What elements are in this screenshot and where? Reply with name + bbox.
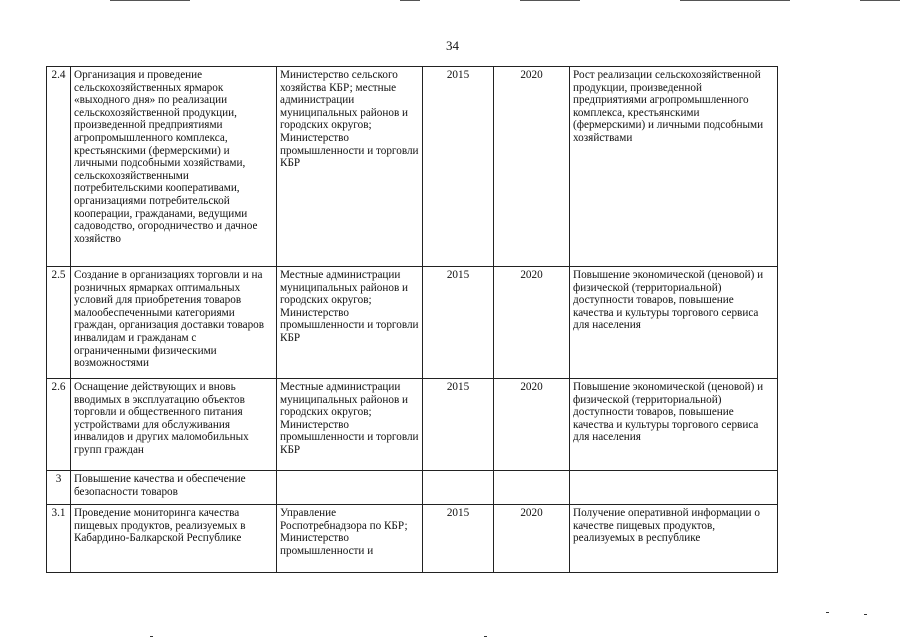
result-cell: Повышение экономической (ценовой) и физической (территориальной) доступности товаров, повышение качества и культуры торгового сервиса для населения — [570, 379, 778, 471]
measures-table — [46, 66, 778, 573]
scan-edge-line — [860, 0, 900, 1]
start-year-cell — [423, 471, 494, 505]
table-row — [47, 267, 778, 379]
start-year-cell: 2015 — [423, 379, 494, 471]
result-cell — [570, 471, 778, 505]
executor-cell: Управление Роспотребнадзора по КБР; Министерство промышленности и — [277, 505, 423, 573]
start-year-cell: 2015 — [423, 267, 494, 379]
table-row — [47, 67, 778, 267]
scan-speck — [150, 636, 153, 637]
scan-edge-line — [680, 0, 790, 1]
end-year-cell: 2020 — [494, 67, 570, 267]
row-number: 2.6 — [47, 379, 71, 471]
activity-cell: Повышение качества и обеспечение безопасности товаров — [71, 471, 277, 505]
scan-speck — [826, 612, 829, 613]
scan-edge-line — [520, 0, 580, 1]
executor-cell — [277, 471, 423, 505]
executor-cell: Министерство сельского хозяйства КБР; местные администрации муниципальных районов и городских округов; Министерство промышленности и торговли КБР — [277, 67, 423, 267]
activity-cell: Организация и проведение сельскохозяйственных ярмарок «выходного дня» по реализации сельскохозяйственной продукции, произведенной предприятиями агропромышленного комплекса, крестьянскими (фермерскими) и личными подсобными хозяйствами, сельскохозяйственными потребительскими кооперативами, организациями потребительской кооперации, гражданами, ведущими садоводство, огородничество и дачное хозяйство — [71, 67, 277, 267]
activity-cell: Проведение мониторинга качества пищевых продуктов, реализуемых в Кабардино-Балкарской Республике — [71, 505, 277, 573]
scan-speck — [484, 636, 487, 637]
result-cell: Повышение экономической (ценовой) и физической (территориальной) доступности товаров, повышение качества и культуры торгового сервиса для населения — [570, 267, 778, 379]
end-year-cell: 2020 — [494, 505, 570, 573]
table-row — [47, 379, 778, 471]
end-year-cell: 2020 — [494, 379, 570, 471]
row-number: 3.1 — [47, 505, 71, 573]
start-year-cell: 2015 — [423, 505, 494, 573]
row-number: 2.5 — [47, 267, 71, 379]
row-number: 2.4 — [47, 67, 71, 267]
executor-cell: Местные администрации муниципальных районов и городских округов; Министерство промышленности и торговли КБР — [277, 267, 423, 379]
activity-cell: Создание в организациях торговли и на розничных ярмарках оптимальных условий для приобретения товаров малообеспеченными категориями граждан, организация доставки товаров инвалидам и гражданам с ограниченными физическими возможностями — [71, 267, 277, 379]
row-number: 3 — [47, 471, 71, 505]
table-row — [47, 505, 778, 573]
result-cell: Рост реализации сельскохозяйственной продукции, произведенной предприятиями агропромышленного комплекса, крестьянскими (фермерскими) и личными подсобными хозяйствами — [570, 67, 778, 267]
executor-cell: Местные администрации муниципальных районов и городских округов; Министерство промышленности и торговли КБР — [277, 379, 423, 471]
scan-speck — [864, 614, 867, 615]
result-cell: Получение оперативной информации о качестве пищевых продуктов, реализуемых в республике — [570, 505, 778, 573]
scan-edge-line — [400, 0, 420, 1]
start-year-cell: 2015 — [423, 67, 494, 267]
page-number: 34 — [446, 38, 459, 53]
scan-edge-line — [110, 0, 190, 1]
activity-cell: Оснащение действующих и вновь вводимых в эксплуатацию объектов торговли и общественного питания устройствами для обслуживания инвалидов и других маломобильных групп граждан — [71, 379, 277, 471]
end-year-cell — [494, 471, 570, 505]
table-row — [47, 471, 778, 505]
end-year-cell: 2020 — [494, 267, 570, 379]
